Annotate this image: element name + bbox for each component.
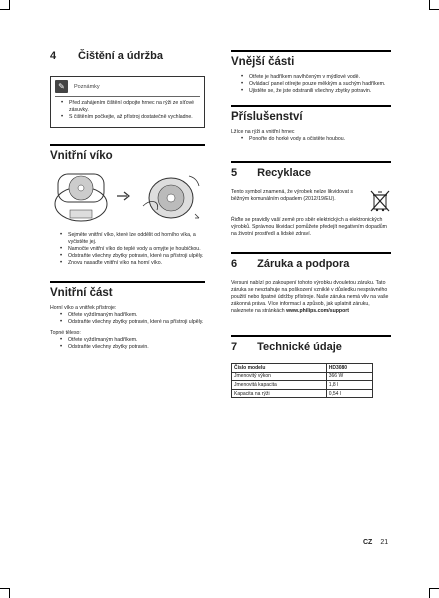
page-number: 21	[380, 539, 389, 546]
paragraph: Versuni nabízí po zakoupení tohoto výrobku dvouletou záruku. Tato záruka se nevztahuje na poškození vzniklé v důsledku nesprávného použití nebo špatné údržby přístroje. Naše záruka nemá vliv na vaše zákonná práva. Více informací a způsob, jak uplatnit záruku, naleznete na stránkách www.philips.com/support	[231, 280, 389, 314]
rice-cooker-open-icon	[50, 168, 112, 224]
inner-part-list-1	[50, 312, 205, 326]
paragraph: Topné těleso:	[50, 330, 81, 336]
note-header	[51, 77, 204, 96]
crop-mark	[429, 588, 439, 598]
table-row	[232, 372, 373, 381]
left-column	[50, 50, 205, 351]
heading-accessories: Příslušenství	[231, 105, 391, 123]
list-item: • Odstraňte všechny zbytky potravin.	[62, 344, 205, 351]
list-item: • Sejměte vnitřní víko, které lze oddělit od horního víka, a vyčistěte jej.	[62, 232, 205, 246]
inner-part-list-2	[50, 337, 205, 351]
table-row	[232, 381, 373, 390]
table-row	[232, 364, 373, 373]
inner-lid-removal-icon	[135, 168, 205, 224]
list-item: • Otřete vyždímaným hadříkem.	[62, 312, 205, 319]
list-item: • Namočte vnitřní víko do teplé vody a omyjte je houbičkou.	[62, 246, 205, 253]
note-title: Poznámky	[74, 83, 100, 90]
section-number: 4	[50, 50, 57, 62]
section-heading	[231, 252, 391, 270]
section-heading	[231, 335, 391, 353]
support-link[interactable]: www.philips.com/support	[286, 308, 350, 314]
inner-lid-list	[50, 232, 205, 267]
heading-inner-part: Vnitřní část	[50, 281, 205, 299]
section-heading	[231, 161, 391, 179]
table-cell: HD3080	[326, 364, 372, 373]
section-number: 7	[231, 341, 238, 353]
heading-outer-parts: Vnější části	[231, 50, 391, 68]
section-title: Technické údaje	[257, 341, 342, 353]
section-title: Recyklace	[257, 167, 311, 179]
heading-inner-lid: Vnitřní víko	[50, 144, 205, 162]
table-cell: Jmenovitý výkon	[232, 372, 327, 381]
table-cell: 1,8 l	[326, 381, 372, 390]
table-cell: Jmenovitá kapacita	[232, 381, 327, 390]
list-item: • Odstraňte všechny zbytky potravin, které na přístroji ulpěly.	[62, 253, 205, 260]
note-list	[51, 100, 204, 121]
paragraph: Řiďte se pravidly vaší země pro sběr elektrických a elektronických výrobků. Správnou likvidací pomůžete předejít negativním dopadům na životní prostředí a lidské zdraví.	[231, 217, 387, 237]
section-number: 6	[231, 258, 238, 270]
table-cell: Kapacita na rýži	[232, 389, 327, 398]
arrow-right-icon	[117, 191, 131, 201]
table-row	[232, 389, 373, 398]
table-cell: 0,54 l	[326, 389, 372, 398]
language-code: CZ	[363, 539, 373, 546]
note-icon: ✎	[55, 80, 68, 93]
crop-mark	[0, 588, 10, 598]
table-cell: Číslo modelu	[232, 364, 327, 373]
section-title: Záruka a podpora	[257, 258, 350, 270]
list-item: • Před zahájením čištění odpojte hrnec na rýži ze síťové zásuvky.	[63, 100, 204, 114]
right-column	[231, 50, 391, 398]
section-number: 5	[231, 167, 238, 179]
list-item: • Odstraňte všechny zbytky potravin, které na přístroji ulpěly.	[62, 319, 205, 326]
accessories-list	[231, 136, 391, 143]
list-item: • Ovládací panel otírejte pouze měkkým a suchým hadříkem.	[243, 81, 391, 88]
section-title: Čištění a údržba	[78, 50, 163, 62]
spec-table	[231, 363, 373, 398]
list-item: • Ponořte do horké vody a očistěte houbou.	[243, 136, 391, 143]
table-cell: 366 W	[326, 372, 372, 381]
section-heading	[50, 50, 205, 62]
paragraph: Horní víko a vnitřek přístroje:	[50, 305, 117, 311]
illustration	[50, 168, 205, 224]
crop-mark	[429, 0, 439, 10]
divider	[55, 96, 200, 97]
recycle-block	[231, 189, 391, 213]
page-footer	[363, 539, 388, 546]
crop-mark	[0, 0, 10, 10]
paragraph: Lžíce na rýži a vnitřní hrnec	[231, 129, 295, 135]
list-item: • Znovu nasaďte vnitřní víko na horní víko.	[62, 260, 205, 267]
list-item: • Otřete je hadříkem navlhčeným v mýdlové vodě.	[243, 74, 391, 81]
list-item: • S čištěním počkejte, až přístroj dostatečně vychladne.	[63, 114, 204, 121]
crossed-bin-icon	[369, 189, 391, 213]
list-item: • Ujistěte se, že jste odstranili všechny zbytky potravin.	[243, 88, 391, 95]
list-item: • Otřete vyždímaným hadříkem.	[62, 337, 205, 344]
paragraph: Tento symbol znamená, že výrobek nelze likvidovat s běžným komunálním odpadem (2012/19/EU).	[231, 189, 353, 202]
outer-list	[231, 74, 391, 95]
note-box	[50, 76, 205, 128]
